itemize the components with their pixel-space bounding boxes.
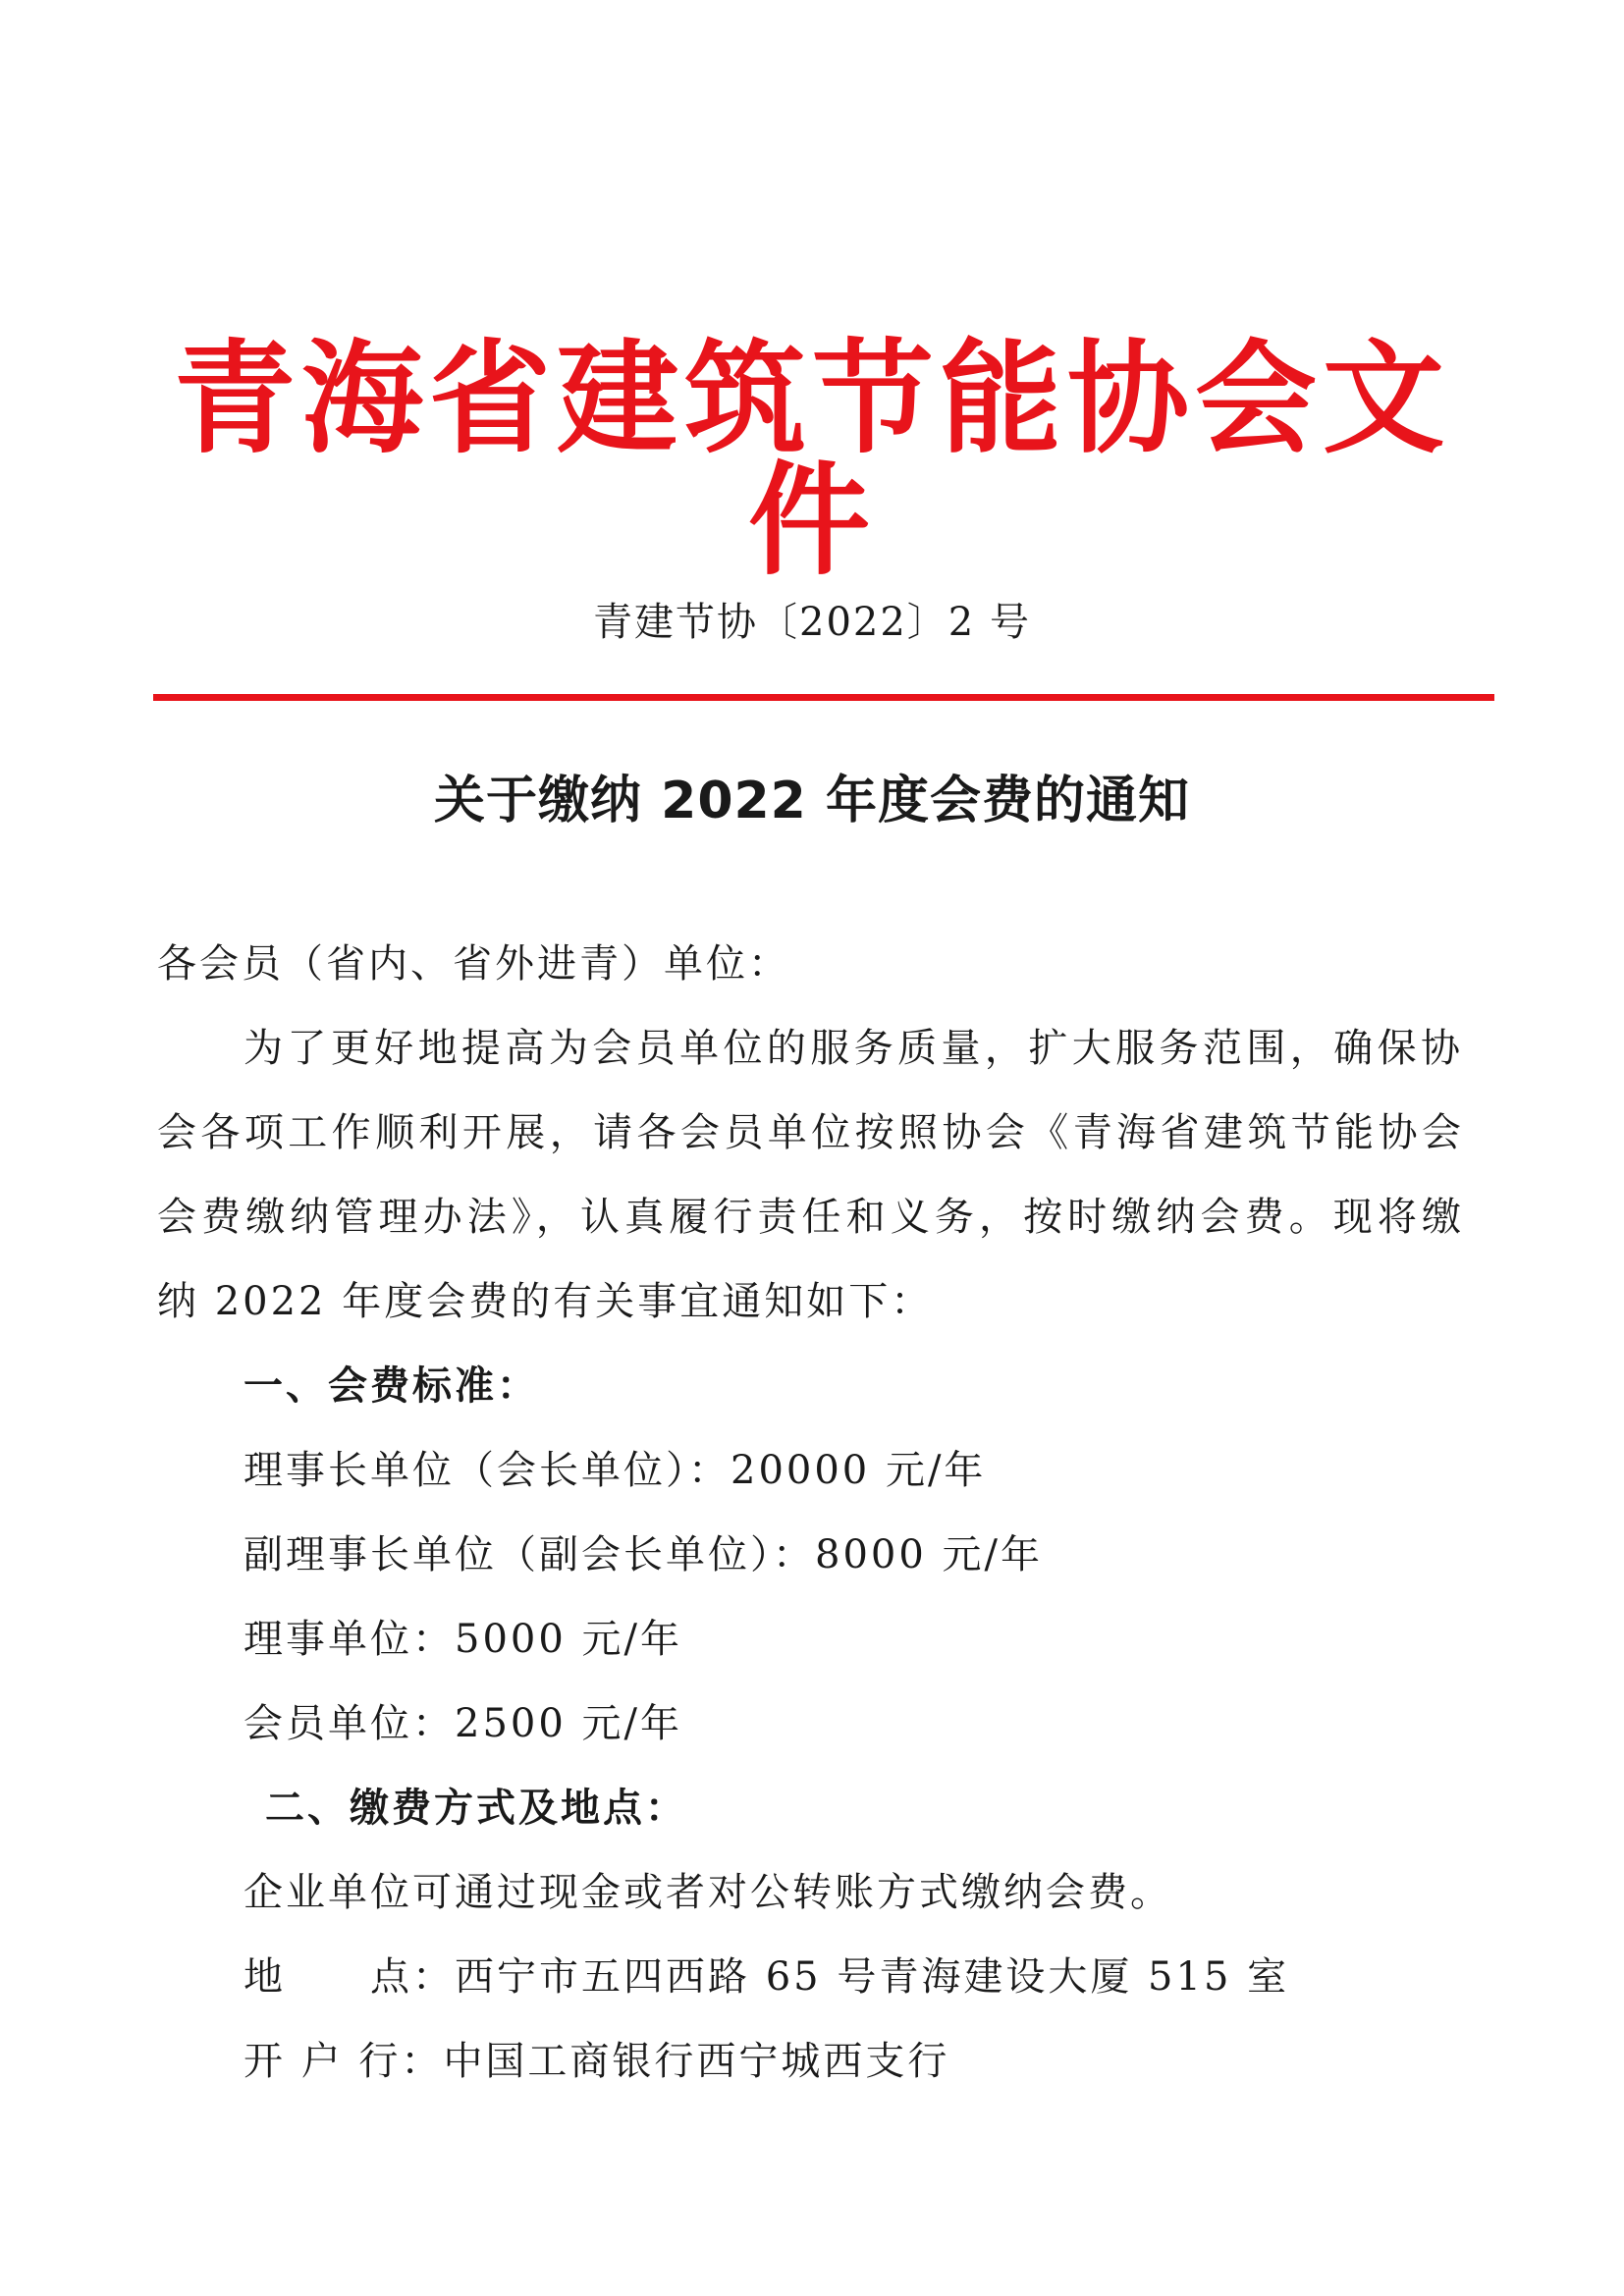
fee-item-vice-director: 副理事长单位（副会长单位）：8000 元/年 <box>244 1532 1043 1577</box>
salutation: 各会员（省内、省外进青）单位： <box>157 941 790 987</box>
fee-item-council: 理事单位：5000 元/年 <box>244 1617 682 1662</box>
red-divider-rule <box>153 694 1494 701</box>
section-2-heading: 二、缴费方式及地点： <box>265 1786 687 1831</box>
intro-line-3: 会费缴纳管理办法》，认真履行责任和义务，按时缴纳会费。现将缴 <box>157 1195 1463 1240</box>
address-value: 西宁市五四西路 65 号青海建设大厦 515 室 <box>455 1954 1290 2000</box>
payment-bank <box>244 2039 950 2084</box>
section-1-heading: 一、会费标准： <box>244 1363 539 1409</box>
bank-value: 中国工商银行西宁城西支行 <box>443 2039 950 2084</box>
document-masthead: 青海省建筑节能协会文件 <box>173 329 1450 592</box>
bank-label: 开 户 行： <box>244 2039 444 2084</box>
fee-item-director: 理事长单位（会长单位）：20000 元/年 <box>244 1448 987 1493</box>
fee-item-member: 会员单位：2500 元/年 <box>244 1701 682 1746</box>
notice-title: 关于缴纳 2022 年度会费的通知 <box>434 772 1190 830</box>
intro-line-2: 会各项工作顺利开展，请各会员单位按照协会《青海省建筑节能协会 <box>157 1110 1463 1155</box>
intro-line-1: 为了更好地提高为会员单位的服务质量，扩大服务范围，确保协 <box>244 1026 1463 1071</box>
intro-line-4: 纳 2022 年度会费的有关事宜通知如下： <box>157 1279 934 1324</box>
document-number: 青建节协〔2022〕2 号 <box>593 600 1031 645</box>
address-label: 地 点： <box>244 1954 455 2000</box>
payment-method: 企业单位可通过现金或者对公转账方式缴纳会费。 <box>244 1870 1172 1915</box>
payment-address <box>244 1954 1290 2000</box>
